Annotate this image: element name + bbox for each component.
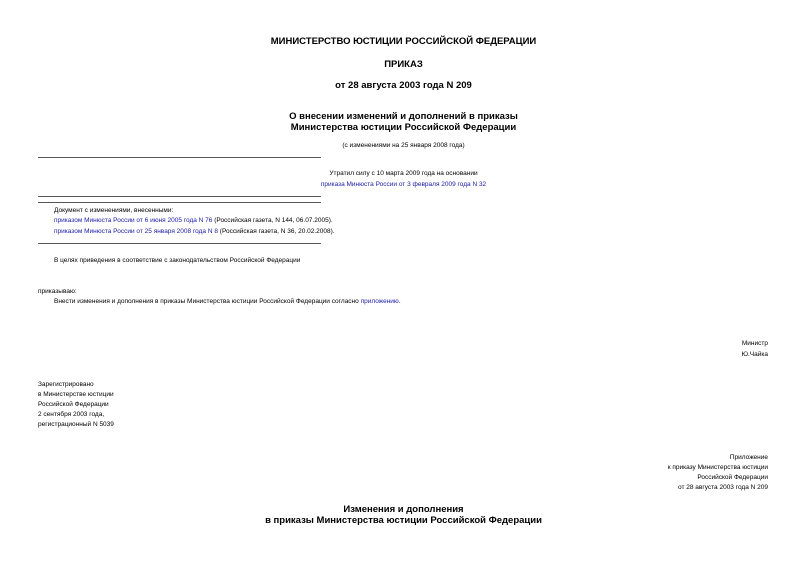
- registration-line: Российской Федерации: [38, 401, 109, 408]
- divider: [38, 196, 321, 197]
- expired-order-link[interactable]: приказа Минюста России от 3 февраля 2009 года N 32: [320, 181, 487, 188]
- change-item: [54, 217, 333, 224]
- order-text: Внести изменения и дополнения в приказы Министерства юстиции Российской Федерации согласно приложению.: [54, 298, 401, 305]
- signature-position: Министр: [741, 340, 768, 347]
- appendix-line: к приказу Министерства юстиции: [667, 464, 768, 471]
- appendix-title-line2: в приказы Министерства юстиции Российской Федерации: [265, 515, 542, 526]
- registration-line: 2 сентября 2003 года,: [38, 411, 105, 418]
- appendix-link[interactable]: приложению: [360, 298, 399, 305]
- divider: [38, 243, 321, 244]
- appendix-line: Приложение: [729, 454, 768, 461]
- registration-line: регистрационный N 5039: [38, 421, 114, 428]
- registration-line: в Министерстве юстиции: [38, 391, 114, 398]
- change-item-link[interactable]: приказом Минюста России от 25 января 2008 года N 8: [54, 228, 218, 235]
- doc-type-heading: ПРИКАЗ: [384, 59, 423, 70]
- changes-intro: Документ с изменениями, внесенными:: [54, 207, 174, 214]
- change-item-source: (Российская газета, N 36, 20.02.2008).: [217, 228, 335, 235]
- ministry-heading: МИНИСТЕРСТВО ЮСТИЦИИ РОССИЙСКОЙ ФЕДЕРАЦИИ: [270, 36, 537, 47]
- divider: [38, 202, 321, 203]
- expired-text: Утратил силу с 10 марта 2009 года на основании: [329, 170, 478, 177]
- order-title-line1: О внесении изменений и дополнений в приказы: [289, 111, 518, 122]
- divider: [38, 157, 321, 158]
- order-word: приказываю:: [38, 288, 77, 295]
- signature-name: Ю.Чайка: [741, 351, 768, 358]
- change-item-link[interactable]: приказом Минюста России от 6 июня 2005 года N 76: [54, 217, 213, 224]
- appendix-title-line1: Изменения и дополнения: [343, 504, 464, 515]
- appendix-line: Российской Федерации: [697, 474, 768, 481]
- purpose-text: В целях приведения в соответствие с законодательством Российской Федерации: [54, 257, 301, 264]
- amended-note: (с изменениями на 25 января 2008 года): [342, 142, 465, 149]
- order-date-number: от 28 августа 2003 года N 209: [335, 80, 472, 91]
- change-item: [54, 228, 335, 235]
- order-title-line2: Министерства юстиции Российской Федерации: [290, 122, 517, 133]
- appendix-line: от 28 августа 2003 года N 209: [677, 484, 768, 491]
- change-item-source: (Российская газета, N 144, 06.07.2005).: [212, 217, 333, 224]
- appendix-block: [668, 453, 768, 493]
- registration-line: Зарегистрировано: [38, 381, 94, 388]
- registration-block: [38, 380, 114, 430]
